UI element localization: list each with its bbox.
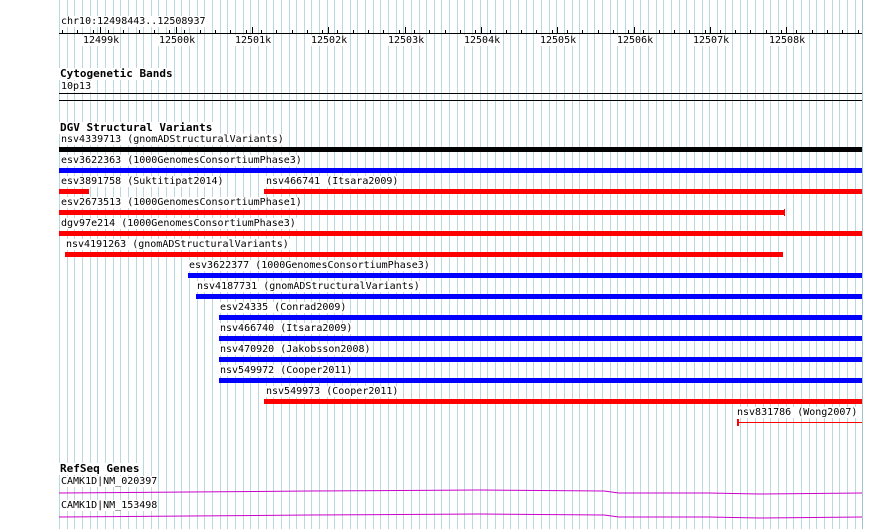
ruler-minor-tick	[506, 30, 507, 34]
cytoband-line-bottom	[59, 100, 862, 101]
ruler-minor-tick	[766, 30, 767, 34]
ruler-tick-label: 12503k	[388, 35, 425, 46]
ruler-minor-tick	[230, 30, 231, 34]
dgv-feature-label[interactable]: nsv4339713 (gnomADStructuralVariants)	[61, 134, 284, 145]
ruler-minor-tick	[429, 30, 430, 34]
ruler-tick-label: 12501k	[235, 35, 272, 46]
ruler-minor-tick	[582, 30, 583, 34]
ruler-tick-label: 12499k	[83, 35, 120, 46]
dgv-feature-label[interactable]: nsv466740 (Itsara2009)	[220, 323, 353, 334]
ruler-minor-tick	[490, 30, 491, 34]
ruler-minor-tick	[567, 30, 568, 34]
ruler-minor-tick	[858, 30, 859, 34]
ruler-minor-tick	[154, 30, 155, 34]
ruler-minor-tick	[659, 30, 660, 34]
ruler-major-tick	[328, 27, 329, 34]
ruler-minor-tick	[598, 30, 599, 34]
refseq-gene-line	[59, 514, 862, 518]
ruler-minor-tick	[414, 30, 415, 34]
ruler-minor-tick	[796, 30, 797, 34]
dgv-feature-bar[interactable]	[59, 168, 862, 173]
ruler-minor-tick	[399, 30, 400, 34]
ruler-minor-tick	[246, 30, 247, 34]
ruler-minor-tick	[108, 30, 109, 34]
ruler-minor-tick	[77, 30, 78, 34]
ruler-minor-tick	[322, 30, 323, 34]
ruler-minor-tick	[536, 30, 537, 34]
refseq-track-title[interactable]: RefSeq Genes	[60, 462, 140, 475]
ruler-minor-tick	[735, 30, 736, 34]
ruler-minor-tick	[215, 30, 216, 34]
dgv-feature-bar[interactable]	[219, 357, 862, 362]
ruler-minor-tick	[552, 30, 553, 34]
dgv-feature-label[interactable]: nsv549972 (Cooper2011)	[220, 365, 353, 376]
dgv-feature-bar[interactable]	[59, 231, 862, 236]
dgv-feature-label[interactable]: esv3891758 (Suktitipat2014)	[61, 176, 224, 187]
dgv-feature-label[interactable]: nsv466741 (Itsara2009)	[266, 176, 399, 187]
dgv-feature-endcap	[784, 209, 785, 216]
ruler-tick-label: 12502k	[311, 35, 348, 46]
ruler-minor-tick	[445, 30, 446, 34]
ruler-minor-tick	[781, 30, 782, 34]
dgv-feature-label[interactable]: dgv97e214 (1000GenomesConsortiumPhase3)	[61, 218, 296, 229]
ruler-minor-tick	[750, 30, 751, 34]
dgv-feature-label[interactable]: nsv831786 (Wong2007)	[737, 407, 858, 418]
ruler-major-tick	[634, 27, 635, 34]
ruler-minor-tick	[812, 30, 813, 34]
ruler-minor-tick	[827, 30, 828, 34]
dgv-feature-bar[interactable]	[219, 315, 862, 320]
ruler-minor-tick	[123, 30, 124, 34]
ruler-minor-tick	[368, 30, 369, 34]
dgv-feature-bar[interactable]	[59, 189, 89, 194]
ruler-minor-tick	[200, 30, 201, 34]
dgv-feature-label[interactable]: nsv470920 (Jakobsson2008)	[220, 344, 371, 355]
dgv-feature-bar[interactable]	[196, 294, 862, 299]
refseq-gene-label[interactable]: CAMK1D|NM_020397	[61, 476, 158, 487]
ruler-major-tick	[405, 27, 406, 34]
ruler-minor-tick	[689, 30, 690, 34]
ruler-tick-label: 12504k	[464, 35, 501, 46]
dgv-track-title[interactable]: DGV Structural Variants	[60, 121, 213, 134]
ruler-minor-tick	[705, 30, 706, 34]
ruler-major-tick	[252, 27, 253, 34]
ruler-minor-tick	[720, 30, 721, 34]
dgv-feature-label[interactable]: esv3622363 (1000GenomesConsortiumPhase3)	[61, 155, 302, 166]
ruler-tick-label: 12506k	[617, 35, 654, 46]
dgv-feature-label[interactable]: nsv4187731 (gnomADStructuralVariants)	[197, 281, 420, 292]
ruler-minor-tick	[383, 30, 384, 34]
ruler-minor-tick	[842, 30, 843, 34]
ruler-major-tick	[481, 27, 482, 34]
ruler-major-tick	[100, 27, 101, 34]
dgv-feature-bar[interactable]	[219, 336, 862, 341]
dgv-feature-label[interactable]: esv2673513 (1000GenomesConsortiumPhase1)	[61, 197, 302, 208]
ruler-minor-tick	[613, 30, 614, 34]
dgv-feature-label[interactable]: esv3622377 (1000GenomesConsortiumPhase3)	[189, 260, 430, 271]
refseq-gene-label[interactable]: CAMK1D|NM_153498	[61, 500, 158, 511]
ruler-minor-tick	[674, 30, 675, 34]
ruler-minor-tick	[62, 30, 63, 34]
dgv-feature-bar[interactable]	[219, 378, 862, 383]
ruler-major-tick	[710, 27, 711, 34]
dgv-feature-label[interactable]: esv24335 (Conrad2009)	[220, 302, 347, 313]
ruler-major-tick	[557, 27, 558, 34]
ruler-minor-tick	[521, 30, 522, 34]
ruler-minor-tick	[276, 30, 277, 34]
ruler-tick-label: 12505k	[540, 35, 577, 46]
ruler-tick-label: 12508k	[769, 35, 806, 46]
ruler-minor-tick	[475, 30, 476, 34]
dgv-feature-bar[interactable]	[264, 189, 862, 194]
refseq-gene-line	[59, 490, 862, 494]
ruler-minor-tick	[292, 30, 293, 34]
ruler-major-tick	[176, 27, 177, 34]
ruler-minor-tick	[261, 30, 262, 34]
cytoband-track-title[interactable]: Cytogenetic Bands	[60, 67, 173, 80]
dgv-feature-bar[interactable]	[188, 273, 862, 278]
dgv-feature-bar[interactable]	[264, 399, 862, 404]
ruler-minor-tick	[628, 30, 629, 34]
cytoband-label[interactable]: 10p13	[61, 81, 92, 92]
ruler-position: chr10:12498443..12508937	[61, 16, 206, 27]
ruler-minor-tick	[184, 30, 185, 34]
dgv-feature-endcap	[737, 419, 739, 426]
dgv-feature-bar[interactable]	[59, 210, 784, 215]
cytoband-line-top	[59, 93, 862, 94]
dgv-feature-label[interactable]: nsv4191263 (gnomADStructuralVariants)	[66, 239, 289, 250]
dgv-feature-bar[interactable]	[737, 422, 862, 423]
ruler-minor-tick	[93, 30, 94, 34]
dgv-feature-bar[interactable]	[65, 252, 783, 257]
ruler-minor-tick	[460, 30, 461, 34]
refseq-gene-model[interactable]	[59, 512, 862, 520]
ruler-minor-tick	[337, 30, 338, 34]
ruler-minor-tick	[169, 30, 170, 34]
ruler-minor-tick	[307, 30, 308, 34]
ruler-major-tick	[786, 27, 787, 34]
dgv-feature-label[interactable]: nsv549973 (Cooper2011)	[266, 386, 399, 397]
ruler-tick-label: 12500k	[159, 35, 196, 46]
ruler-tick-label: 12507k	[693, 35, 730, 46]
dgv-feature-bar[interactable]	[59, 147, 862, 152]
ruler-minor-tick	[643, 30, 644, 34]
ruler-minor-tick	[139, 30, 140, 34]
refseq-gene-model[interactable]	[59, 488, 862, 496]
ruler-minor-tick	[353, 30, 354, 34]
